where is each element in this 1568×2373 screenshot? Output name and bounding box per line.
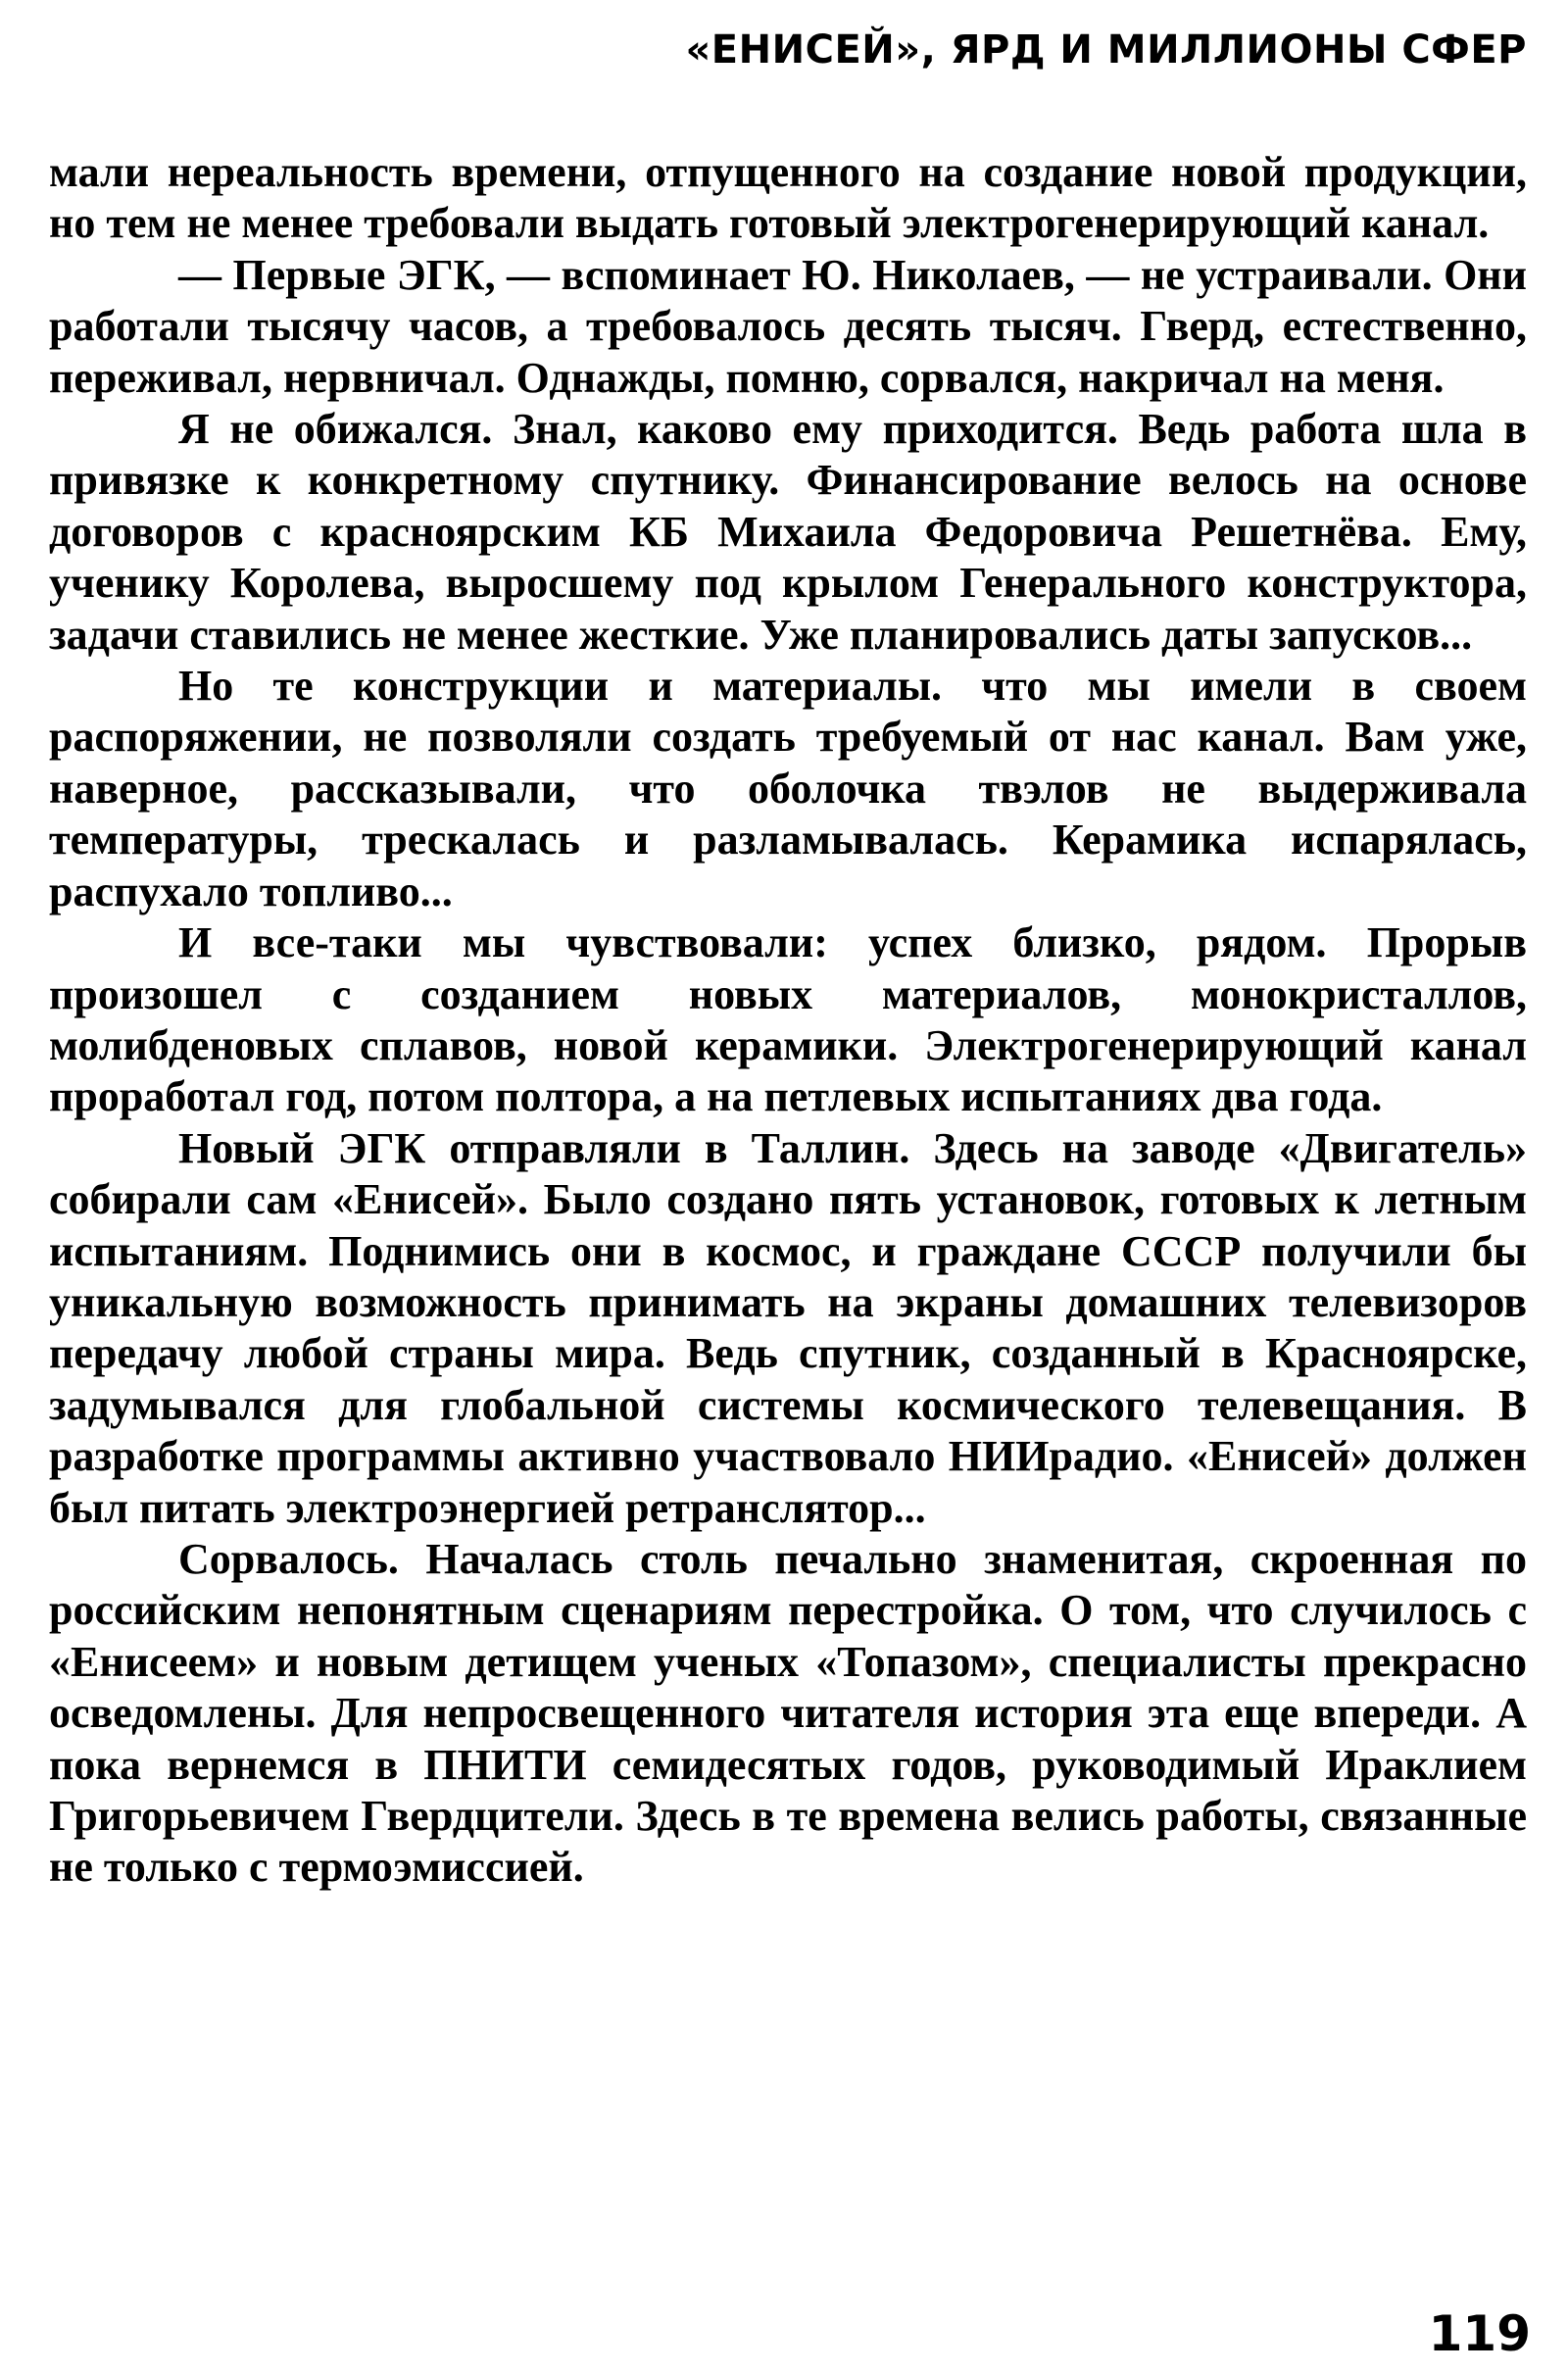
paragraph: Но те конструкции и материалы. что мы имели в своем распоряжении, не позволяли создать требуемый от нас канал. Вам уже, наверное, рассказывали, что оболочка твэлов не выдерживала температуры, трескалась и разламывалась. Керамика испарялась, распухало топливо... xyxy=(49,662,1527,915)
paragraph: — Первые ЭГК, — вспоминает Ю. Николаев, — не устраивали. Они работали тысячу часов, а требовалось десять тысяч. Гверд, естественно, переживал, нервничал. Однажды, помню, сорвался, накричал на меня. xyxy=(49,250,1527,402)
paragraph: Новый ЭГК отправляли в Таллин. Здесь на заводе «Двигатель» собирали сам «Енисей». Было создано пять установок, готовых к летным испытаниям. Поднимись они в космос, и граждане СССР получили бы уникальную возможность принимать на экраны домашних телевизоров передачу любой страны мира. Ведь спутник, созданный в Красноярске, задумывался для глобальной системы космического телевещания. В разработке программы активно участвовало НИИрадио. «Енисей» должен был питать электроэнергией ретранслятор... xyxy=(49,1123,1527,1532)
paragraph: мали нереальность времени, отпущенного на создание новой продукции, но тем не менее требовали выдать готовый электрогенерирующий канал. xyxy=(49,148,1527,248)
page-number: 119 xyxy=(1428,2305,1531,2362)
paragraph: Я не обижался. Знал, каково ему приходится. Ведь работа шла в привязке к конкретному спутнику. Финансирование велось на основе договоров с красноярским КБ Михаила Федоровича Решетнёва. Ему, ученику Королева, выросшему под крылом Генерального конструктора, задачи ставились не менее жесткие. Уже планировались даты запусков... xyxy=(49,405,1527,659)
paragraph: Сорвалось. Началась столь печально знаменитая, скроенная по российским непонятным сценариям перестройка. О том, что случилось с «Енисеем» и новым детищем ученых «Топазом», специалисты прекрасно осведомлены. Для непросвещенного читателя история эта еще впереди. А пока вернемся в ПНИТИ семидесятых годов, руководимый Ираклием Григорьевичем Гвердцители. Здесь в те времена велись работы, связанные не только с термоэмиссией. xyxy=(49,1534,1527,1892)
paragraph: И все-таки мы чувствовали: успех близко, рядом. Прорыв произошел с созданием новых материалов, монокристаллов, молибденовых сплавов, новой керамики. Электрогенерирующий канал проработал год, потом полтора, а на петлевых испытаниях два года. xyxy=(49,918,1527,1121)
running-header-title: «ЕНИСЕЙ», ЯРД И МИЛЛИОНЫ СФЕР xyxy=(685,27,1527,73)
body-text xyxy=(49,147,1527,1894)
